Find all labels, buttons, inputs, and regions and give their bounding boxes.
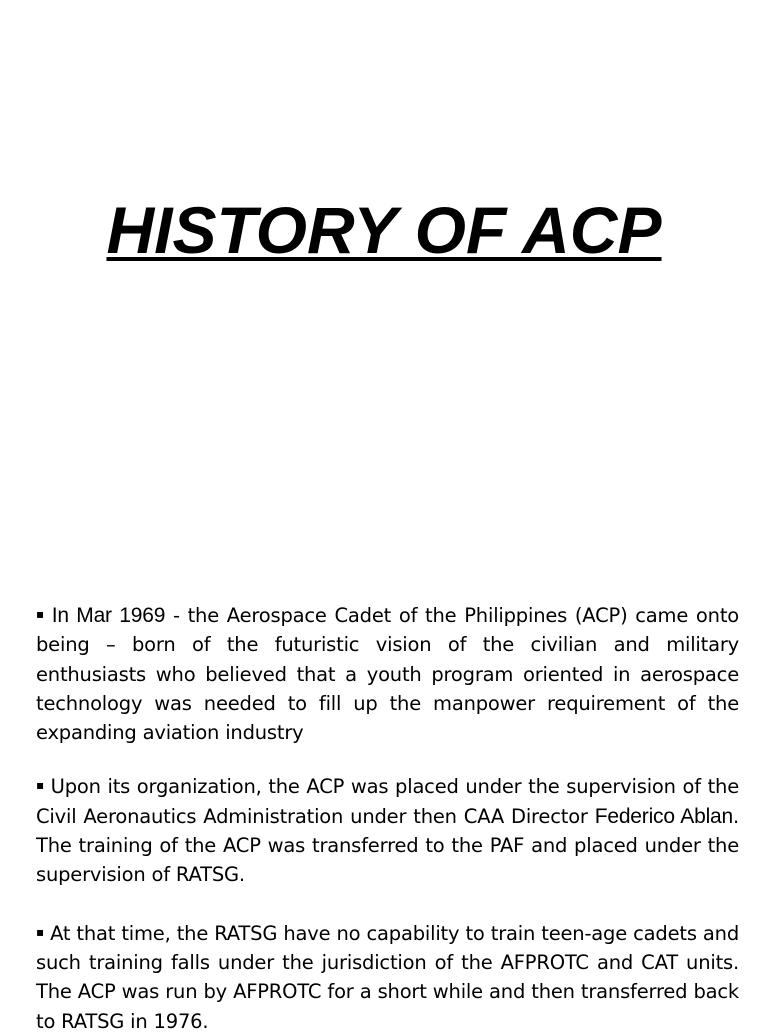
bullet-icon: ▪ (36, 607, 46, 621)
organization-text-a: Upon its organization, the ACP was placed under the supervision of the Civil Aeronautics Administration under then CAA Director (36, 775, 739, 828)
paragraph-founding (36, 600, 739, 747)
founding-date: In Mar 1969 (51, 604, 166, 627)
paragraph-organization (36, 771, 739, 889)
page-title: HISTORY OF ACP (106, 193, 662, 267)
bullet-icon: ▪ (36, 924, 45, 939)
organization-text-b: . The training of the ACP was transferred to the PAF and placed under the supervision of RATSG. (36, 804, 739, 887)
founding-text: - the Aerospace Cadet of the Philippines (ACP) came onto being – born of the futuristic vision of the civilian and military enthusiasts who believed that a youth program oriented in aerospace technology was needed to fill up the manpower requirement of the expanding aviation industry (36, 604, 739, 745)
director-name: Federico Ablan (594, 804, 733, 828)
bullet-icon: ▪ (36, 778, 45, 793)
ratsg-text: At that time, the RATSG have no capability to train teen-age cadets and such training falls under the jurisdiction of the AFPROTC and CAT units. The ACP was run by AFPROTC for a short while and then transferred back to RATSG in 1976. (36, 921, 739, 1033)
history-body (36, 600, 739, 1036)
paragraph-ratsg (36, 918, 739, 1036)
